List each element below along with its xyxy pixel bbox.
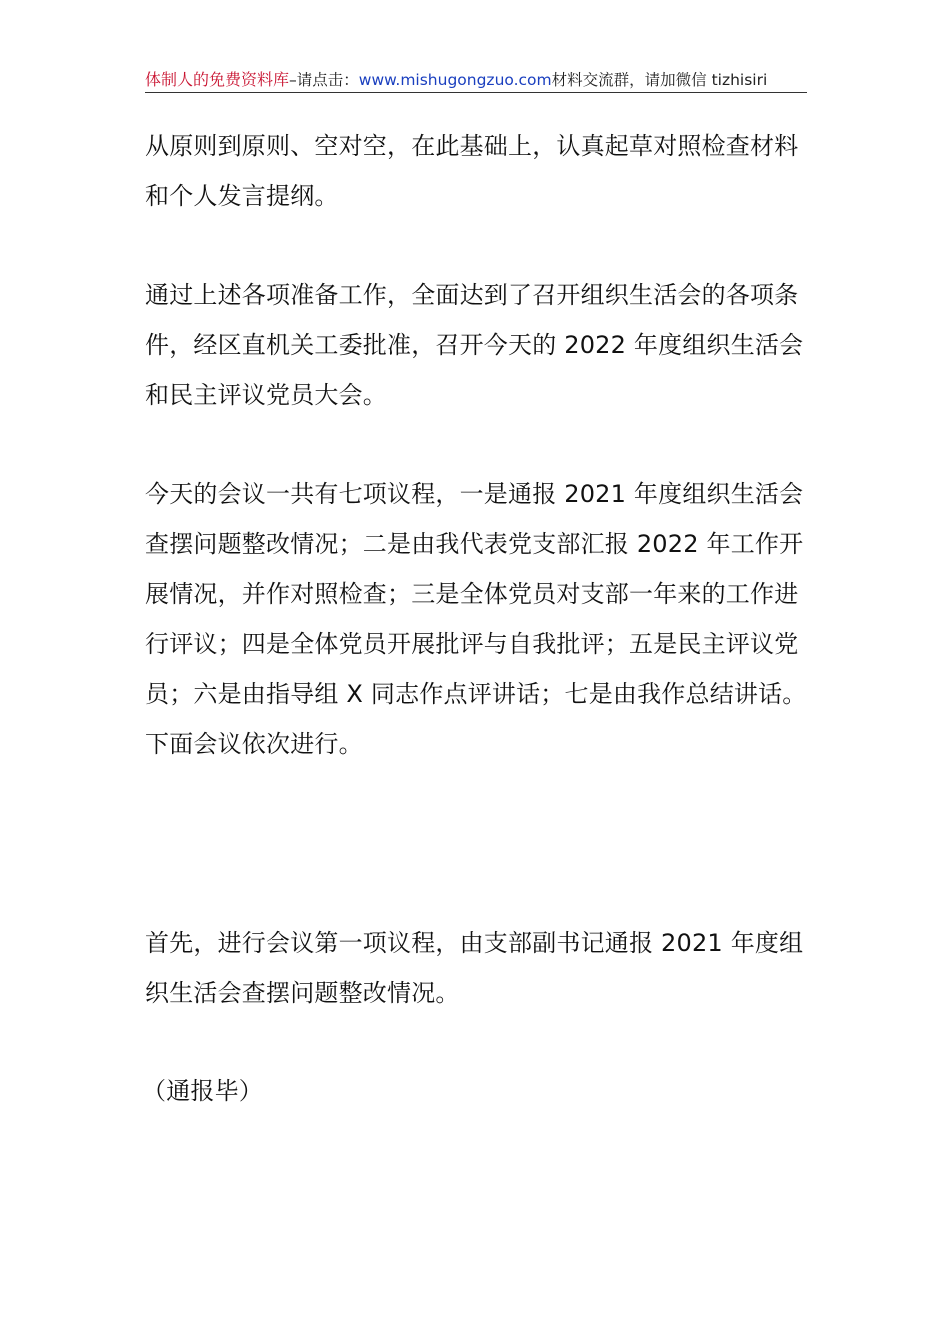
paragraph-line: （通报毕） [142, 1077, 263, 1105]
paragraph-line: 和民主评议党员大会。 [145, 381, 387, 409]
header-prompt: –请点击： [289, 71, 359, 89]
paragraph-line: 员；六是由指导组 X 同志作点评讲话；七是由我作总结讲话。 [145, 680, 807, 708]
paragraph-drafting [145, 121, 810, 221]
paragraph-line: 查摆问题整改情况；二是由我代表党支部汇报 2022 年工作开 [145, 530, 804, 558]
paragraph-line: 首先，进行会议第一项议程，由支部副书记通报 2021 年度组 [145, 929, 804, 957]
paragraph-first-item [145, 918, 810, 1018]
paragraph-line: 和个人发言提纲。 [145, 182, 339, 210]
paragraph-line: 件，经区直机关工委批准，召开今天的 2022 年度组织生活会 [145, 331, 804, 359]
header-website-link[interactable]: www.mishugongzuo.com [358, 71, 552, 89]
header-brand: 体制人的免费资料库 [145, 70, 290, 89]
paragraph-report-done [142, 1066, 807, 1116]
header-contact-note: 材料交流群，请加微信 tizhisiri [551, 71, 768, 89]
paragraph-line: 织生活会查摆问题整改情况。 [145, 979, 460, 1007]
paragraph-line: 从原则到原则、空对空，在此基础上，认真起草对照检查材料 [145, 132, 799, 160]
paragraph-line: 今天的会议一共有七项议程，一是通报 2021 年度组织生活会 [145, 480, 804, 508]
paragraph-line: 下面会议依次进行。 [145, 730, 363, 758]
paragraph-line: 行评议；四是全体党员开展批评与自我批评；五是民主评议党 [145, 630, 799, 658]
paragraph-agenda [145, 469, 810, 769]
paragraph-line: 展情况，并作对照检查；三是全体党员对支部一年来的工作进 [145, 580, 799, 608]
page-header [145, 68, 807, 93]
paragraph-preparation [145, 270, 810, 420]
paragraph-line: 通过上述各项准备工作，全面达到了召开组织生活会的各项条 [145, 281, 799, 309]
